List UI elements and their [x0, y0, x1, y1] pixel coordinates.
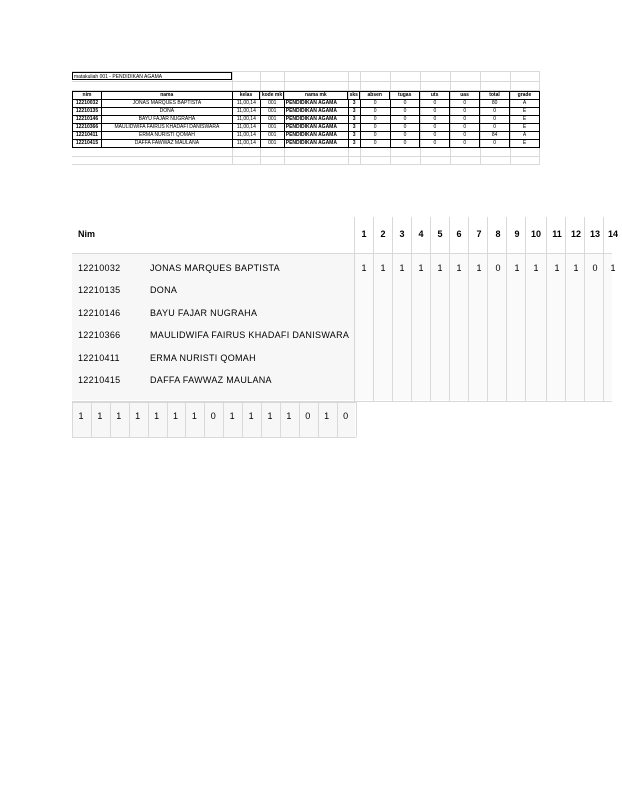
attendance-value: 1 — [399, 263, 405, 273]
grade-cell: 12210146 — [73, 116, 102, 124]
student-name: BAYU FAJAR NUGRAHA — [150, 307, 258, 318]
student-name: JONAS MARQUES BAPTISTA — [150, 263, 280, 273]
student-name: ERMA NURISTI QOMAH — [150, 352, 256, 363]
grade-cell: PENDIDIKAN AGAMA — [284, 132, 348, 140]
footer-value: 1 — [116, 411, 122, 421]
grade-cell: A — [510, 100, 540, 108]
grade-cell: PENDIDIKAN AGAMA — [284, 100, 348, 108]
footer-value: 1 — [97, 411, 103, 421]
grade-cell: 0 — [450, 124, 480, 132]
grade-cell: 0 — [450, 132, 480, 140]
grade-row — [73, 108, 540, 116]
grade-cell: 3 — [348, 116, 360, 124]
footer-value: 1 — [135, 411, 141, 421]
grade-cell: 11,00,14 — [232, 100, 260, 108]
attendance-value: 0 — [592, 263, 598, 273]
session-header: 1 — [361, 229, 367, 239]
footer-value: 1 — [78, 411, 84, 421]
grade-column-header: nama mk — [284, 92, 348, 100]
grade-row — [73, 116, 540, 124]
grade-cell: 0 — [480, 108, 510, 116]
attendance-value: 0 — [495, 263, 501, 273]
session-header: 11 — [552, 229, 562, 239]
grade-cell: 0 — [360, 100, 390, 108]
session-header: 12 — [570, 229, 581, 239]
grade-cell: E — [510, 116, 540, 124]
grade-column-header: nim — [73, 92, 102, 100]
grade-cell: 0 — [390, 140, 420, 148]
grade-cell: E — [510, 108, 540, 116]
nim-column-header: Nim — [78, 229, 96, 239]
footer-value: 1 — [229, 411, 235, 421]
grade-cell: 0 — [360, 116, 390, 124]
attendance-value: 1 — [573, 263, 579, 273]
student-nim: 12210415 — [78, 375, 121, 385]
grade-sheet — [72, 71, 540, 165]
grade-cell: 0 — [420, 100, 450, 108]
footer-value: 1 — [286, 411, 292, 421]
grade-cell: 0 — [360, 108, 390, 116]
grade-cell: 0 — [420, 140, 450, 148]
session-header: 7 — [476, 229, 482, 239]
session-header: 9 — [514, 229, 520, 239]
grade-cell: 0 — [390, 108, 420, 116]
student-name: MAULIDWIFA FAIRUS KHADAFI DANISWARA — [150, 330, 350, 341]
grade-cell: 0 — [390, 132, 420, 140]
grade-cell: 0 — [450, 108, 480, 116]
session-header: 6 — [456, 229, 462, 239]
grade-column-header: uas — [450, 92, 480, 100]
attendance-value: 1 — [418, 263, 424, 273]
grade-row — [73, 124, 540, 132]
grade-cell: 0 — [390, 116, 420, 124]
grade-row — [73, 132, 540, 140]
session-header: 13 — [589, 229, 600, 239]
grade-column-header: kode mk — [261, 92, 283, 98]
grade-cell: 001 — [260, 116, 284, 124]
grade-cell: 11,00,14 — [232, 108, 260, 116]
session-header: 4 — [418, 229, 424, 239]
grade-cell: 001 — [260, 140, 284, 148]
grade-cell: 12210366 — [73, 124, 102, 132]
grade-cell: 12210135 — [73, 108, 102, 116]
grade-row — [73, 100, 540, 108]
course-title: matakuliah 001 - PENDIDIKAN AGAMA — [72, 72, 232, 80]
grade-cell: 001 — [260, 100, 284, 108]
session-header: 10 — [530, 229, 541, 239]
grade-cell: 11,00,14 — [232, 124, 260, 132]
grade-row — [73, 140, 540, 148]
student-nim: 12210146 — [78, 307, 121, 318]
session-header: 8 — [495, 229, 501, 239]
grade-cell: 3 — [348, 108, 360, 116]
grade-cell: JONAS MARQUES BAPTISTA — [101, 100, 232, 108]
attendance-value: 1 — [380, 263, 386, 273]
footer-value: 0 — [343, 411, 349, 421]
grade-cell: 12210411 — [73, 132, 102, 140]
attendance-value: 1 — [437, 263, 443, 273]
footer-value: 1 — [248, 411, 254, 421]
grade-cell: 0 — [420, 132, 450, 140]
grade-cell: 0 — [390, 124, 420, 132]
attendance-value: 1 — [476, 263, 482, 273]
attendance-value: 1 — [610, 263, 616, 273]
grade-cell: 11,00,14 — [232, 140, 260, 148]
footer-value: 0 — [305, 411, 311, 421]
grade-cell: 3 — [348, 100, 360, 108]
grade-cell: PENDIDIKAN AGAMA — [284, 116, 348, 124]
session-header: 2 — [380, 229, 386, 239]
grade-cell: 12210415 — [73, 140, 102, 148]
grade-cell: PENDIDIKAN AGAMA — [284, 140, 348, 148]
grade-column-header: uts — [420, 92, 450, 100]
grade-cell: 0 — [480, 140, 510, 148]
grade-cell: 0 — [420, 116, 450, 124]
grade-cell: 0 — [480, 116, 510, 124]
grade-cell: 001 — [260, 108, 284, 116]
grade-cell: 3 — [348, 124, 360, 132]
grade-cell: 11,00,14 — [232, 116, 260, 124]
attendance-value: 1 — [456, 263, 462, 273]
session-header: 3 — [399, 229, 405, 239]
grade-cell: BAYU FAJAR NUGRAHA — [101, 116, 232, 124]
grade-column-header: kelas — [232, 92, 260, 100]
grade-column-header: sks — [349, 92, 358, 98]
grade-cell: 0 — [450, 116, 480, 124]
student-nim: 12210135 — [78, 285, 121, 296]
grade-cell: 3 — [348, 140, 360, 148]
grade-table — [72, 99, 540, 148]
footer-value: 1 — [172, 411, 178, 421]
grade-cell: PENDIDIKAN AGAMA — [284, 108, 348, 116]
grade-cell: DAFFA FAWWAZ MAULANA — [101, 140, 232, 148]
grade-cell: PENDIDIKAN AGAMA — [284, 124, 348, 132]
grade-cell: 3 — [348, 132, 360, 140]
grade-cell: 0 — [450, 100, 480, 108]
grade-cell: 0 — [360, 132, 390, 140]
grade-cell: 0 — [420, 108, 450, 116]
grade-column-header: nama — [101, 92, 232, 100]
student-name: DAFFA FAWWAZ MAULANA — [150, 375, 272, 385]
grade-cell: 0 — [450, 140, 480, 148]
footer-value: 1 — [191, 411, 197, 421]
grade-cell: E — [510, 124, 540, 132]
grade-cell: 0 — [390, 100, 420, 108]
footer-value: 0 — [210, 411, 216, 421]
grade-cell: ERMA NURISTI QOMAH — [101, 132, 232, 140]
footer-value: 1 — [267, 411, 273, 421]
student-name: DONA — [150, 285, 178, 296]
grade-cell: 12210032 — [73, 100, 102, 108]
grade-column-header: total — [480, 92, 510, 100]
footer-value: 1 — [154, 411, 160, 421]
session-header: 5 — [437, 229, 443, 239]
footer-value: 1 — [324, 411, 330, 421]
grade-cell: 001 — [260, 132, 284, 140]
grade-cell: A — [510, 132, 540, 140]
attendance-value: 1 — [361, 263, 367, 273]
grade-cell: DONA — [101, 108, 232, 116]
grade-cell: 84 — [480, 132, 510, 140]
attendance-value: 1 — [554, 263, 560, 273]
session-header: 14 — [607, 229, 618, 239]
grade-cell: 0 — [480, 124, 510, 132]
student-nim: 12210032 — [78, 263, 121, 273]
student-nim: 12210366 — [78, 330, 121, 341]
grade-column-header: grade — [509, 92, 539, 100]
grade-cell: 80 — [480, 100, 510, 108]
attendance-value: 1 — [533, 263, 539, 273]
grade-cell: 0 — [420, 124, 450, 132]
grade-cell: 0 — [360, 140, 390, 148]
grade-column-header: tugas — [390, 92, 420, 100]
grade-cell: 11,00,14 — [232, 132, 260, 140]
grade-cell: 001 — [260, 124, 284, 132]
grade-cell: MAULIDWIFA FAIRUS KHADAFI DANISWARA — [101, 124, 232, 132]
grade-cell: 0 — [360, 124, 390, 132]
grade-cell: E — [510, 140, 540, 148]
student-nim: 12210411 — [78, 352, 120, 363]
attendance-value: 1 — [514, 263, 520, 273]
grade-column-header: absen — [360, 92, 390, 100]
